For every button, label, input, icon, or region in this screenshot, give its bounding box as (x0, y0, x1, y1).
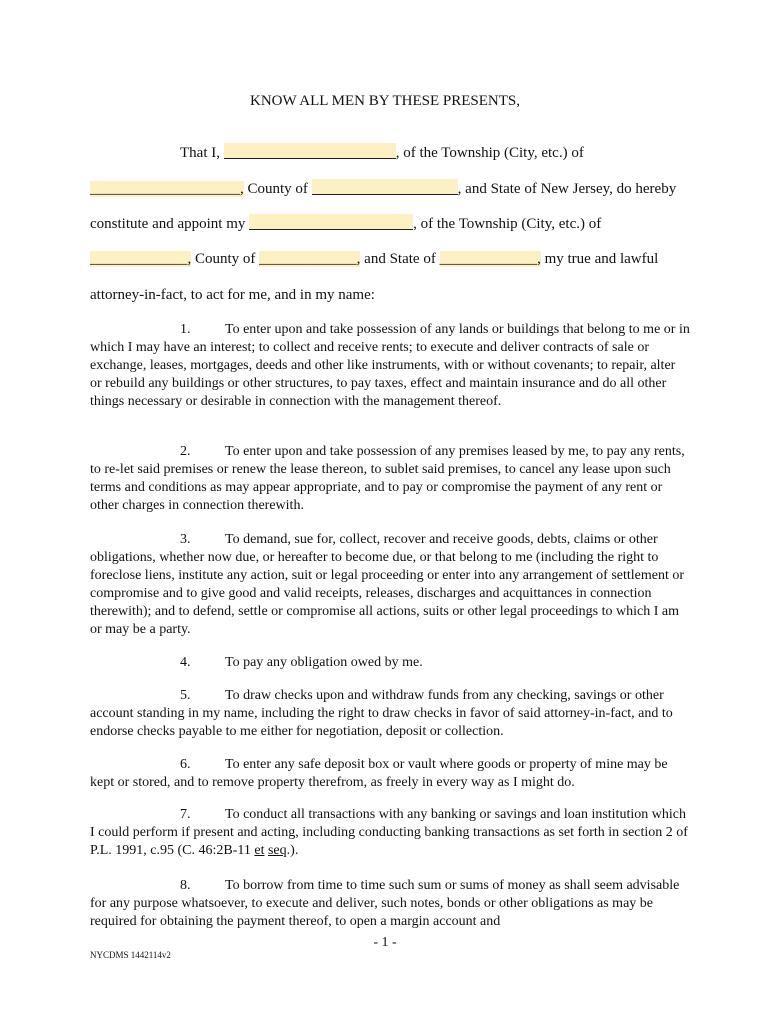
attorney-county-field[interactable]: _____________, (259, 251, 361, 267)
intro-text: my true and lawful (544, 251, 659, 267)
intro-text: That I, (180, 145, 220, 161)
paragraph-text: To pay any obligation owed by me. (225, 655, 423, 670)
paragraph-number: 6. (180, 757, 191, 772)
citation-seq: seq (267, 843, 287, 858)
paragraph-5 (90, 687, 690, 741)
paragraph-number: 3. (180, 532, 191, 547)
paragraph-6 (90, 756, 690, 792)
paragraph-7 (90, 806, 690, 860)
citation-et: et (254, 843, 265, 858)
paragraph-number: 8. (180, 878, 191, 893)
intro-line-4 (90, 250, 658, 268)
intro-text: , of the Township (City, etc.) of (395, 145, 584, 161)
paragraph-text: To enter upon and take possession of any premises leased by me, to pay any rents, to re-let said premises or renew the lease thereon, to sublet said premises, to cancel any lease upon such terms and conditions as may appear appropriate, and to pay or compromise the payment of any rent or other charges in connection therewith. (90, 444, 685, 513)
paragraph-text: To enter upon and take possession of any lands or buildings that belong to me or in which I may have an interest; to collect and receive rents; to execute and deliver contracts of sale or exchange, leases, mortgages, deeds and other like instruments, with or without covenants; to repair, alter or rebuild any buildings or other structures, to pay taxes, effect and maintain insurance and do all other things necessary or desirable in connection with the management thereof. (90, 322, 690, 409)
intro-line-3 (90, 214, 601, 233)
intro-text: County of (195, 251, 256, 267)
attorney-township-field[interactable]: _____________, (90, 251, 192, 267)
page-number: - 1 - (373, 935, 397, 950)
paragraph-number: 2. (180, 444, 191, 459)
intro-text: County of (247, 181, 308, 197)
paragraph-text: To conduct all transactions with any banking or savings and loan institution which I could perform if present and acting, including conducting banking transactions as set forth in section 2 of P.L. 1991, c.95 (C. 46:2B-11 (90, 807, 688, 858)
paragraph-4 (90, 654, 690, 672)
intro-line-5: attorney-in-fact, to act for me, and in my name: (90, 287, 375, 303)
intro-line-1 (180, 143, 584, 162)
paragraph-2 (90, 443, 690, 515)
paragraph-number: 7. (180, 807, 191, 822)
document-title: KNOW ALL MEN BY THESE PRESENTS, (249, 93, 520, 109)
intro-text: , and State of New Jersey, do hereby (457, 181, 677, 197)
paragraph-number: 4. (180, 655, 191, 670)
attorney-name-field[interactable] (249, 214, 413, 230)
county-field[interactable] (312, 179, 458, 195)
paragraph-8 (90, 877, 690, 931)
attorney-state-field[interactable]: _____________, (439, 251, 541, 267)
document-id: NYCDMS 1442114v2 (90, 950, 171, 960)
intro-text: constitute and appoint my (90, 216, 246, 232)
paragraph-number: 1. (180, 322, 191, 337)
paragraph-3 (90, 531, 690, 639)
paragraph-text: To borrow from time to time such sum or sums of money as shall seem advisable for any purpose whatsoever, to execute and deliver, such notes, bonds or other obligations as may be required for obtaining the payment thereof, to open a margin account and (90, 878, 680, 929)
township-field[interactable]: ____________________, (90, 181, 244, 197)
paragraph-text: To enter any safe deposit box or vault where goods or property of mine may be kept or stored, and to remove property therefrom, as freely in every way as I might do. (90, 757, 668, 790)
grantor-name-field[interactable] (224, 143, 396, 159)
paragraph-number: 5. (180, 688, 191, 703)
intro-line-2 (90, 179, 676, 198)
paragraph-text: To draw checks upon and withdraw funds from any checking, savings or other account standing in my name, including the right to draw checks in favor of said attorney-in-fact, and to endorse checks payable to me either for negotiation, deposit or collection. (90, 688, 673, 739)
intro-text: , of the Township (City, etc.) of (413, 216, 602, 232)
paragraph-1 (90, 321, 690, 411)
paragraph-text: To demand, sue for, collect, recover and receive goods, debts, claims or other obligations, whether now due, or hereafter to become due, or that belong to me (including the right to foreclose liens, institute any action, suit or legal proceeding or enter into any arrangement of settlement or compromise and to give good and valid receipts, releases, discharges and acquittances in connection therewith); and to defend, settle or compromise all actions, suits or other legal proceedings to which I am or may be a party. (90, 532, 685, 637)
citation-end: .). (286, 843, 299, 858)
intro-text: and State of (364, 251, 436, 267)
